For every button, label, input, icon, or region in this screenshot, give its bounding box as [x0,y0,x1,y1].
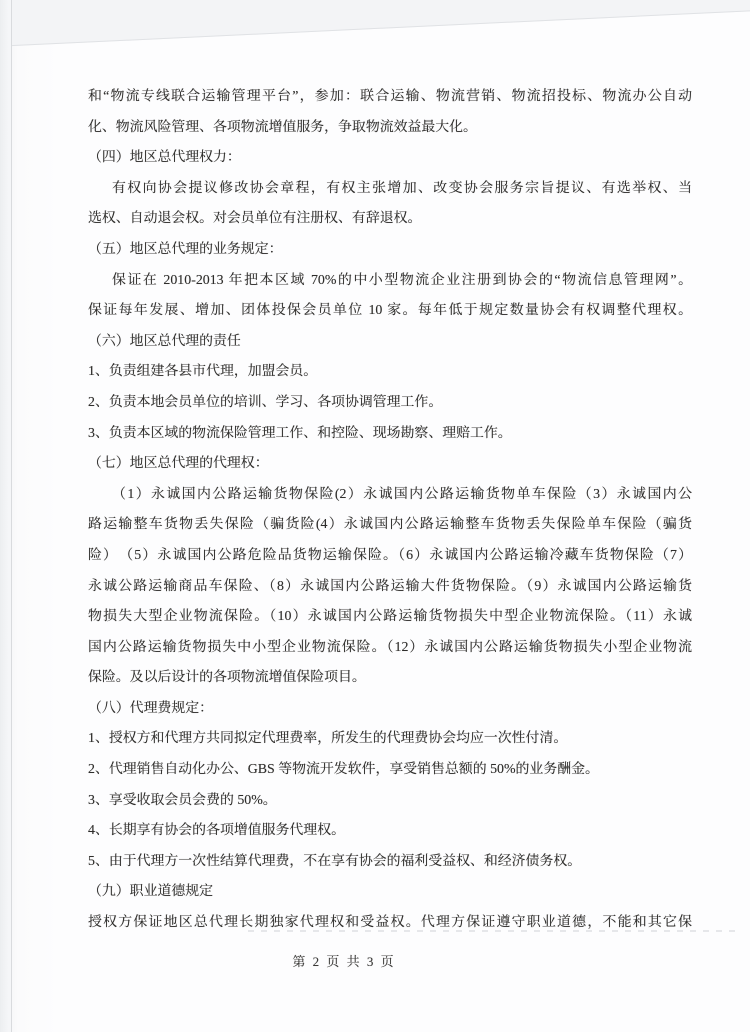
document-line: 授权方保证地区总代理长期独家代理权和受益权。代理方保证遵守职业道德，不能和其它保 [88,915,692,931]
document-line: 2、代理销售自动化办公、GBS 等物流开发软件，享受销售总额的 50%的业务酬金。 [88,762,599,778]
page-footer: 第 2 页 共 3 页 [292,954,396,969]
document-line: 有权向协会提议修改协会章程，有权主张增加、改变协会服务宗旨提议、有选举权、当 [112,180,692,196]
document-line: 永诚公路运输商品车保险、（8）永诚国内公路运输大件货物保险。（9）永诚国内公路运输货 [88,578,692,594]
document-line: 5、由于代理方一次性结算代理费，不在享有协会的福利受益权、和经济债务权。 [88,853,582,869]
document-line: （七）地区总代理的代理权： [88,456,269,472]
document-line: 保证每年发展、增加、团体投保会员单位 10 家。每年低于规定数量协会有权调整代理权。 [88,303,692,319]
document-line: （1）永诚国内公路运输货物保险(2）永诚国内公路运输货物单车保险（3）永诚国内公 [112,486,692,502]
document-line: 国内公路运输货物损失中小型企业物流保险。（12）永诚国内公路运输货物损失小型企业物流 [88,639,692,655]
document-body [88,82,692,939]
document-line: （六）地区总代理的责任 [88,333,241,349]
document-line: （五）地区总代理的业务规定： [88,241,283,257]
document-line: 物损失大型企业物流保险。（10）永诚国内公路运输货物损失中型企业物流保险。（11）永诚 [88,609,692,625]
scan-top-fold-edge [0,0,750,48]
document-line: 险） （5）永诚国内公路危险品货物运输保险。（6）永诚国内公路运输冷藏车货物保险（7） [88,547,692,563]
document-line: （九）职业道德规定 [88,884,214,900]
document-line: 路运输整车货物丢失保险（骗货险(4）永诚国内公路运输整车货物丢失保险单车保险（骗货 [88,517,692,533]
document-line: 4、长期享有协会的各项增值服务代理权。 [88,823,345,839]
document-line: 化、物流风险管理、各项物流增值服务，争取物流效益最大化。 [88,119,477,135]
document-line: 和“物流专线联合运输管理平台”，参加：联合运输、物流营销、物流招投标、物流办公自动 [88,89,692,104]
document-line: 1、负责组建各县市代理，加盟会员。 [88,364,318,380]
document-line: 选权、自动退会权。对会员单位有注册权、有辞退权。 [88,211,422,227]
document-line: （八）代理费规定： [88,700,214,716]
scan-left-page-edge [0,0,12,1032]
document-line: 3、负责本区域的物流保险管理工作、和控险、现场勘察、理赔工作。 [88,425,512,441]
document-line: 2、负责本地会员单位的培训、学习、各项协调管理工作。 [88,394,443,410]
document-line: 保险。及以后设计的各项物流增值保险项目。 [88,670,366,686]
document-line: 1、授权方和代理方共同拟定代理费率，所发生的代理费协会均应一次性付清。 [88,731,568,747]
document-line: 3、享受收取会员会费的 50%。 [88,792,277,808]
document-line: （四）地区总代理权力： [88,150,241,166]
document-line: 保证在 2010-2013 年把本区域 70%的中小型物流企业注册到协会的“物流信息管理网”。 [112,272,692,288]
